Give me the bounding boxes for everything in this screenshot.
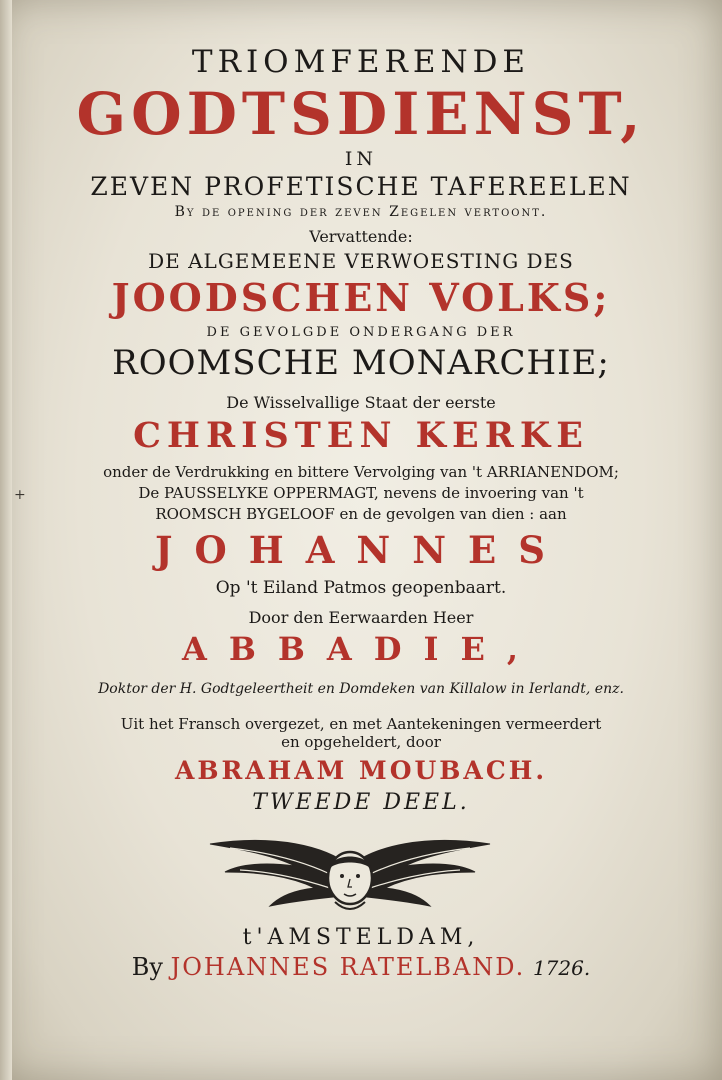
title-line-6: Vervattende:: [309, 227, 413, 246]
title-line-19: ABBADIE,: [182, 630, 540, 668]
title-line-4: ZEVEN PROFETISCHE TAFEREELEN: [90, 172, 632, 201]
title-line-23: ABRAHAM MOUBACH.: [174, 756, 548, 785]
title-line-14: De PAUSSELYKE OPPERMAGT, nevens de invoering van 't: [138, 484, 584, 502]
imprint-city: t'AMSTELDAM,: [242, 925, 480, 950]
title-line-13: onder de Verdrukking en bittere Vervolging van 't ARRIANENDOM;: [103, 463, 619, 481]
title-line-11: De Wisselvallige Staat der eerste: [226, 393, 496, 412]
imprint-publisher: JOHANNES RATELBAND.: [170, 953, 526, 981]
title-line-1: TRIOMFERENDE: [191, 44, 531, 80]
title-line-3: IN: [344, 148, 378, 170]
margin-mark: +: [14, 487, 26, 503]
title-line-21: Uit het Fransch overgezet, en met Aantekeningen vermeerdert: [120, 715, 602, 733]
title-line-10: ROOMSCHE MONARCHIE;: [112, 343, 610, 383]
winged-cherub-head-icon: [205, 826, 495, 918]
title-line-8: JOODSCHEN VOLKS;: [111, 275, 611, 320]
title-line-9: DE GEVOLGDE ONDERGANG DER: [206, 325, 516, 340]
title-line-22: en opgeheldert, door: [281, 733, 441, 751]
title-line-5: By de opening der zeven Zegelen vertoont.: [174, 204, 548, 220]
imprint-line: [0, 953, 722, 981]
title-line-12: CHRISTEN KERKE: [133, 415, 589, 456]
title-line-2: GODTSDIENST,: [76, 80, 646, 148]
title-line-20: Doktor der H. Godtgeleertheit en Domdeken van Killalow in Ierlandt, enz.: [98, 681, 624, 697]
imprint-by: By: [131, 953, 163, 981]
title-line-16: JOHANNES: [155, 528, 567, 572]
title-line-18: Door den Eerwaarden Heer: [248, 608, 474, 627]
title-line-7: DE ALGEMEENE VERWOESTING DES: [148, 249, 574, 273]
title-line-17: Op 't Eiland Patmos geopenbaart.: [215, 578, 507, 598]
title-line-24: TWEEDE DEEL.: [252, 790, 470, 815]
imprint-year: 1726.: [532, 956, 591, 980]
title-line-15: ROOMSCH BYGELOOF en de gevolgen van dien : aan: [155, 505, 567, 523]
